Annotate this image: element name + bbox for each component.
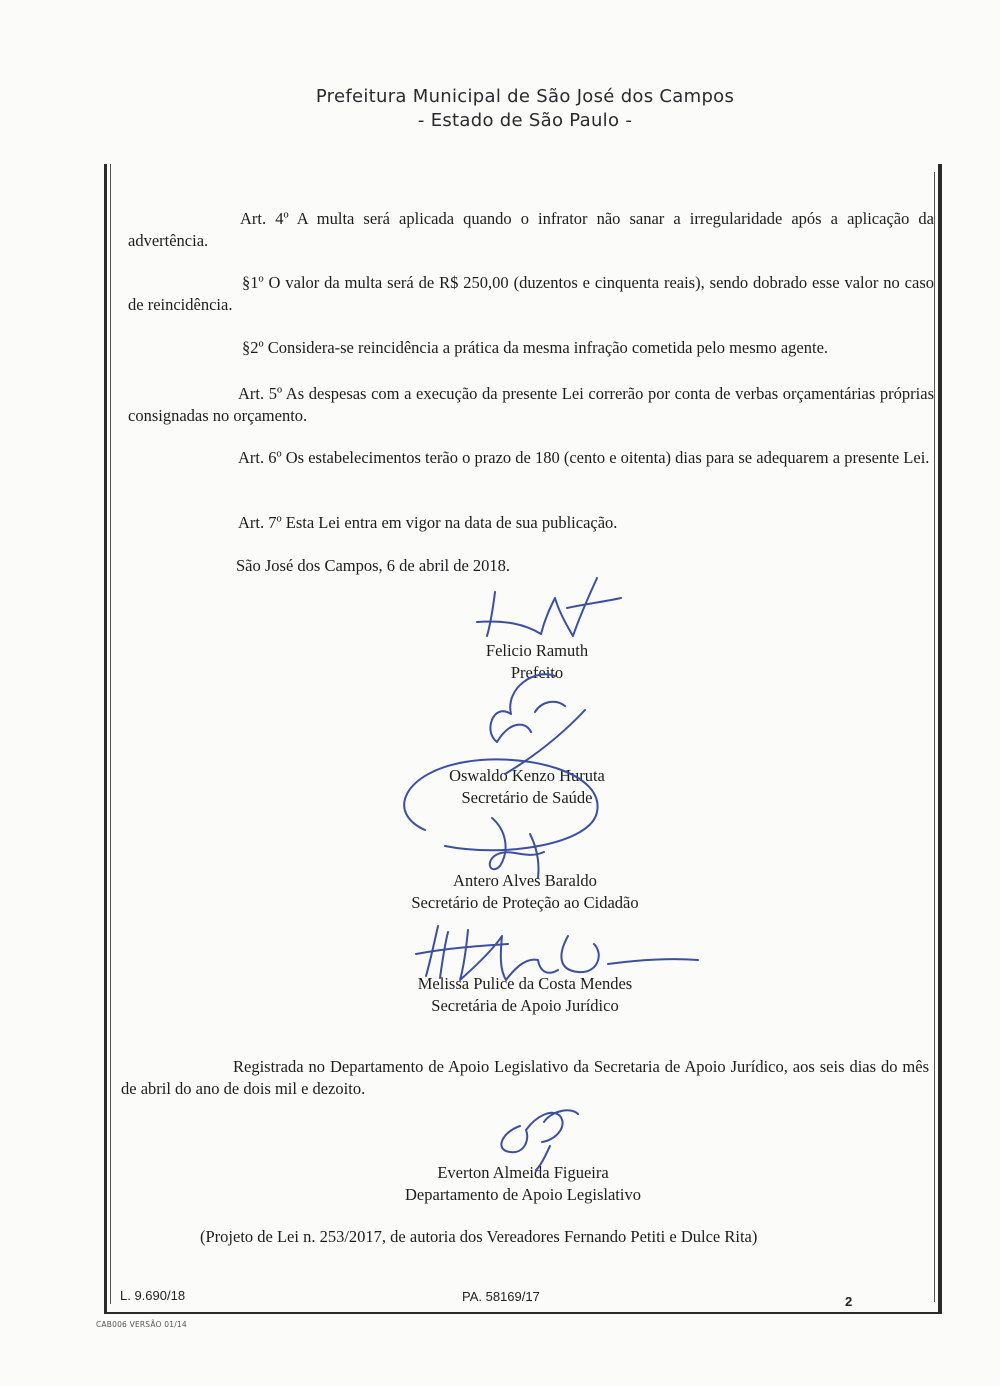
letterhead-municipality: Prefeitura Municipal de São José dos Campos	[315, 86, 735, 107]
frame-inner-left-rule	[110, 164, 111, 1304]
article-4-paragraph-1: §1º O valor da multa será de R$ 250,00 (duzentos e cinquenta reais), sendo dobrado esse valor no caso de reincidência.	[128, 273, 934, 314]
registrar-title: Departamento de Apoio Legislativo	[405, 1185, 641, 1204]
article-4-paragraph-2: §2º Considera-se reincidência a prática da mesma infração cometida pelo mesmo agente.	[242, 338, 829, 357]
registrar-name: Everton Almeida Figueira	[437, 1163, 609, 1182]
article-4: Art. 4º A multa será aplicada quando o infrator não sanar a irregularidade após a aplicação da advertência.	[128, 209, 934, 250]
date-line: São José dos Campos, 6 de abril de 2018.	[236, 556, 511, 575]
process-number: PA. 58169/17	[462, 1289, 540, 1304]
law-number: L. 9.690/18	[120, 1288, 186, 1303]
signatory-3-title: Secretário de Proteção ao Cidadão	[411, 893, 639, 912]
signatory-3	[325, 870, 725, 914]
registration-note: Registrada no Departamento de Apoio Legislativo da Secretaria de Apoio Jurídico, aos seis dias do mês de abril do ano de dois mil e dezoito.	[121, 1057, 929, 1098]
registrar	[343, 1162, 703, 1206]
form-code: CAB006 VERSÃO 01/14	[96, 1320, 187, 1329]
article-5: Art. 5º As despesas com a execução da presente Lei correrão por conta de verbas orçamentárias próprias consignadas no orçamento.	[128, 384, 934, 425]
signatory-3-name: Antero Alves Baraldo	[453, 871, 597, 890]
letterhead-state: - Estado de São Paulo -	[417, 110, 633, 131]
article-7: Art. 7º Esta Lei entra em vigor na data de sua publicação.	[238, 513, 618, 532]
signatory-4-name: Melissa Pulice da Costa Mendes	[417, 974, 633, 993]
page-number: 2	[845, 1294, 853, 1309]
signatory-4	[325, 973, 725, 1017]
signatory-2	[357, 765, 697, 809]
signatory-4-title: Secretária de Apoio Jurídico	[431, 996, 619, 1015]
signatory-2-title: Secretário de Saúde	[461, 788, 593, 807]
signatory-1	[367, 640, 707, 684]
article-6: Art. 6º Os estabelecimentos terão o prazo de 180 (cento e oitenta) dias para se adequarem a presente Lei.	[238, 448, 930, 467]
signatory-1-title: Prefeito	[510, 663, 564, 682]
signatory-2-name: Oswaldo Kenzo Huruta	[449, 766, 605, 785]
signatory-1-name: Felicio Ramuth	[485, 641, 589, 660]
project-note: (Projeto de Lei n. 253/2017, de autoria dos Vereadores Fernando Petiti e Dulce Rita)	[200, 1227, 758, 1246]
